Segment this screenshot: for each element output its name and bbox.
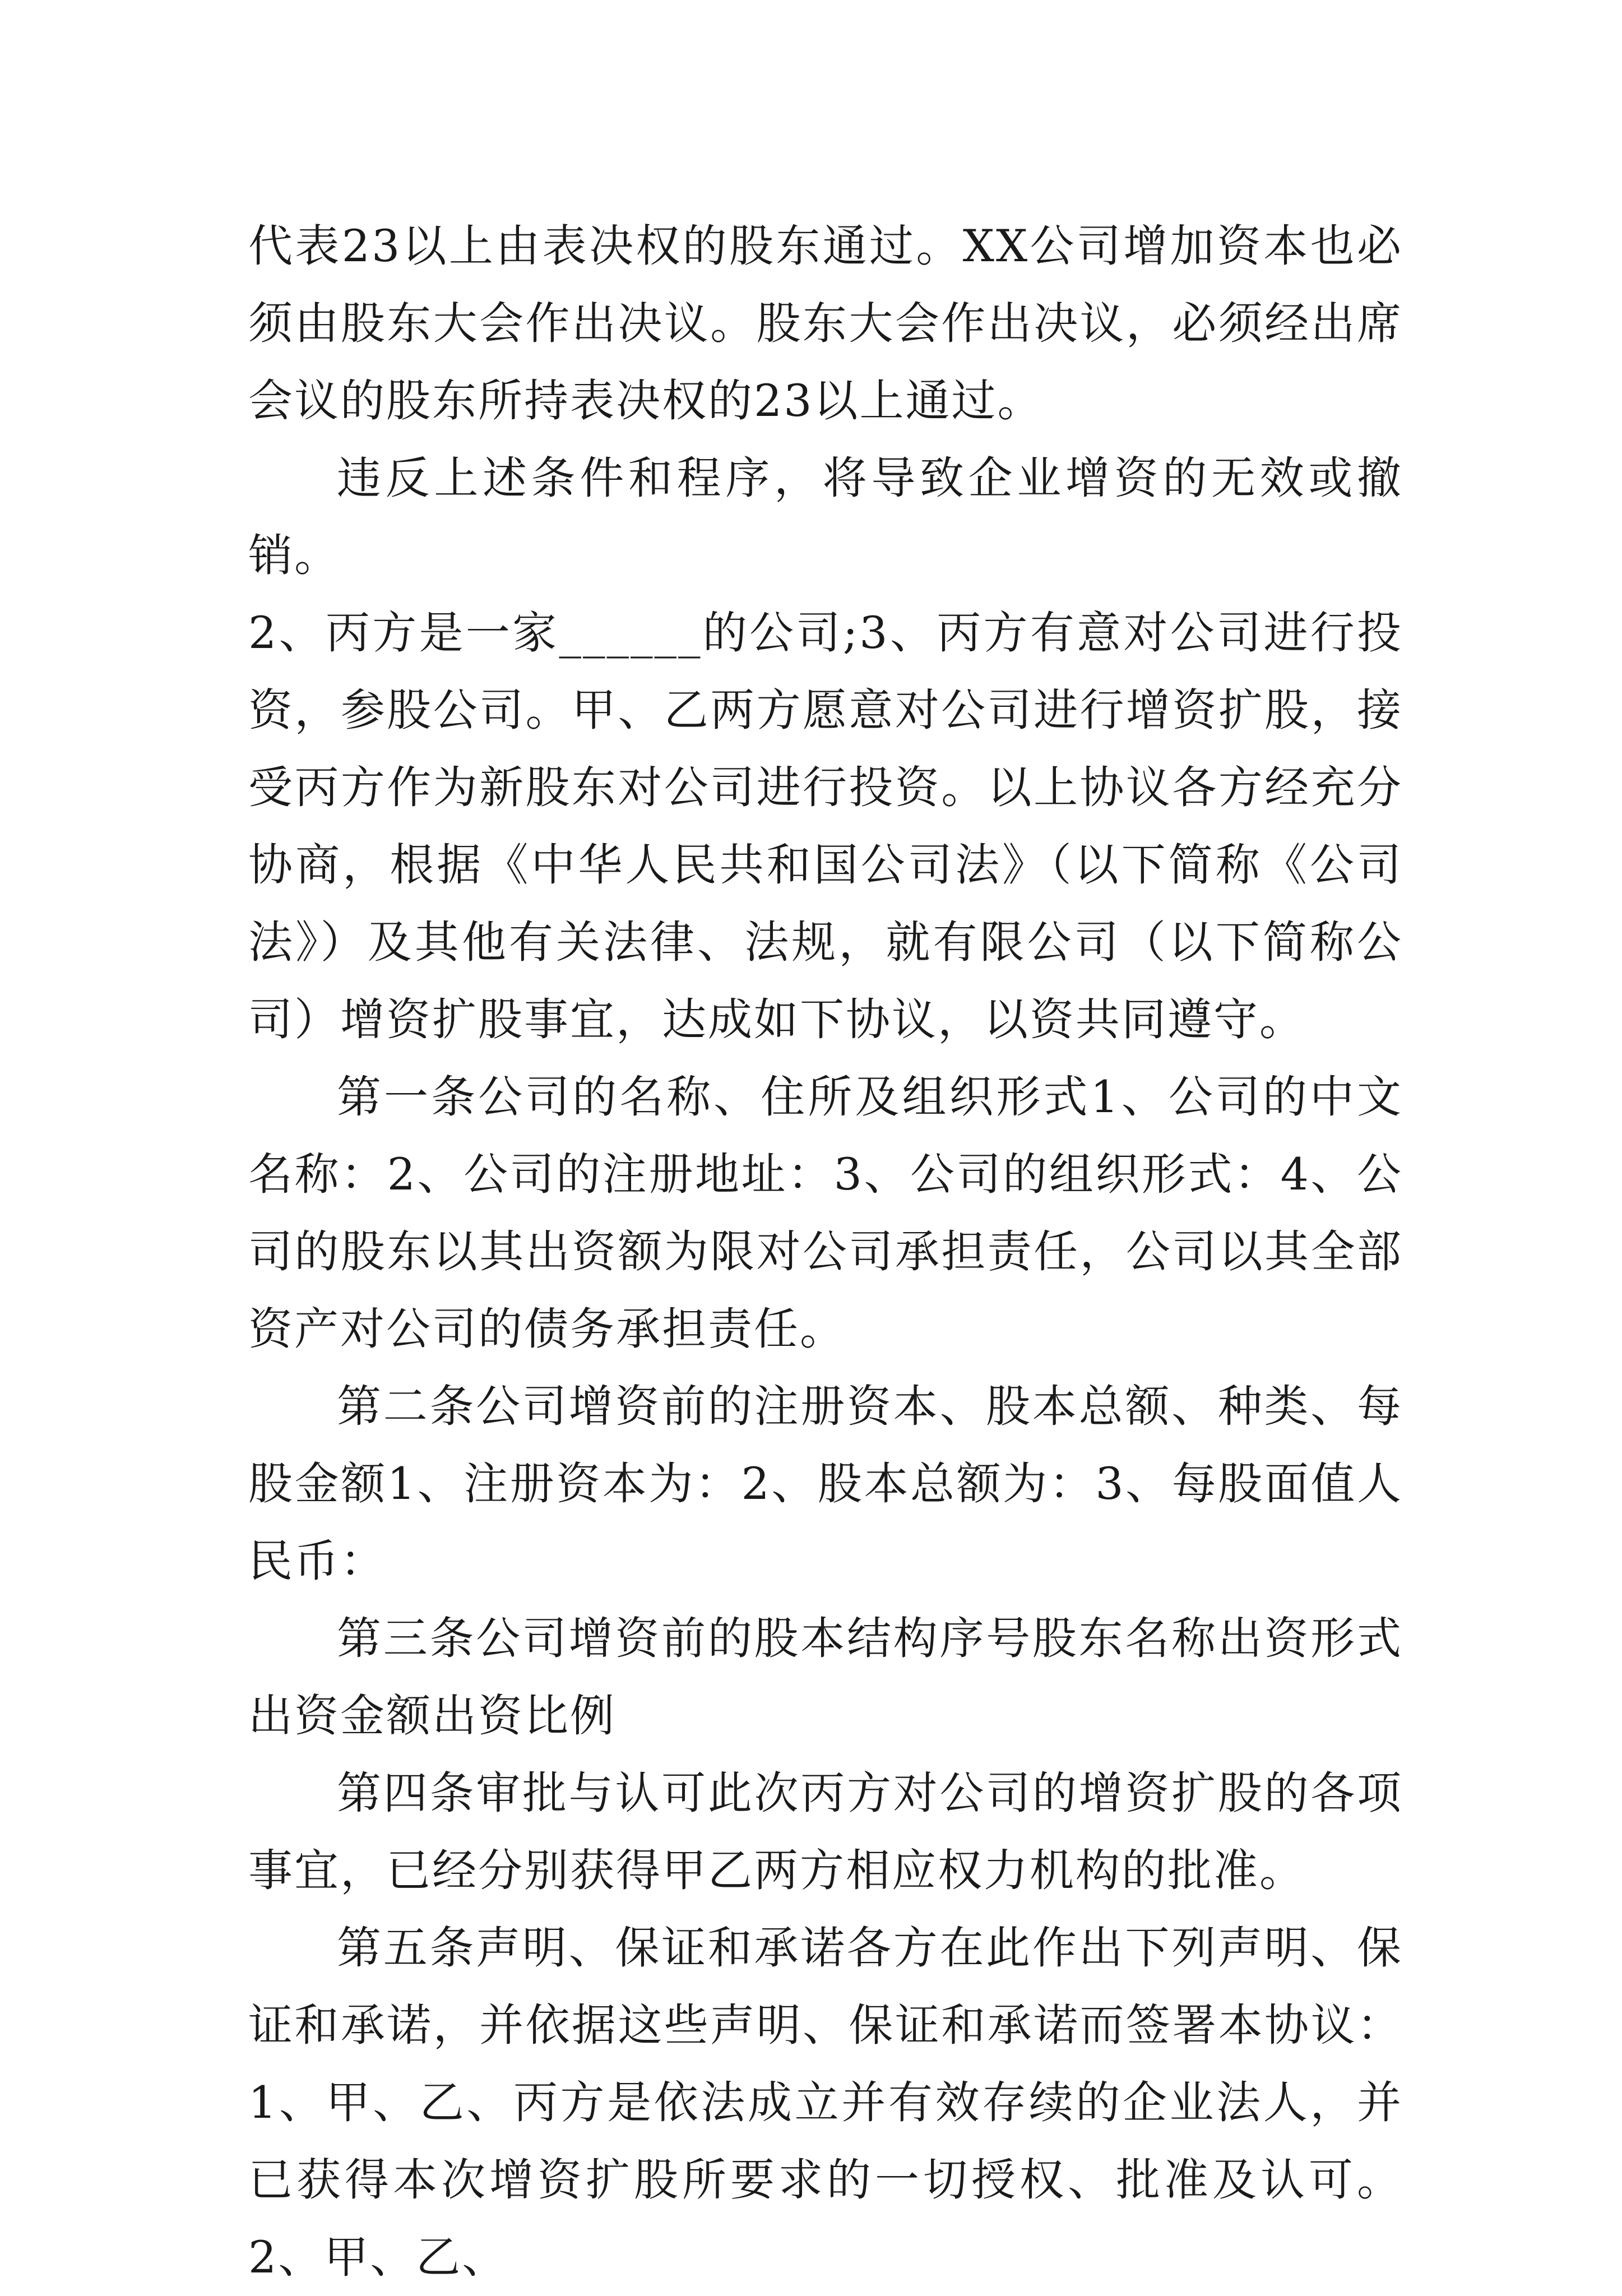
paragraph-article-3: 第三条公司增资前的股本结构序号股东名称出资形式出资金额出资比例	[248, 1613, 1403, 1742]
paragraph-3: 2、丙方是一家______的公司;3、丙方有意对公司进行投资，参股公司。甲、乙两方愿意对公司进行增资扩股，接受丙方作为新股东对公司进行投资。以上协议各方经充分协商，根据《中华人民共和国公司法》（以下简称《公司法》）及其他有关法律、法规，就有限公司（以下简称公司）增资扩股事宜，达成如下协议，以资共同遵守。	[248, 607, 1403, 1045]
paragraph-1: 代表23以上由表决权的股东通过。XX公司增加资本也必须由股东大会作出决议。股东大会作出决议，必须经出席会议的股东所持表决权的23以上通过。	[248, 220, 1403, 427]
paragraph-2: 违反上述条件和程序，将导致企业增资的无效或撤销。	[248, 452, 1403, 581]
paragraph-article-4: 第四条审批与认可此次丙方对公司的增资扩股的各项事宜，已经分别获得甲乙两方相应权力机构的批准。	[248, 1767, 1403, 1896]
document-body	[248, 207, 1403, 2296]
paragraph-article-5: 第五条声明、保证和承诺各方在此作出下列声明、保证和承诺，并依据这些声明、保证和承诺而签署本协议：1、甲、乙、丙方是依法成立并有效存续的企业法人，并已获得本次增资扩股所要求的一切授权、批准及认可。2、甲、乙、	[248, 1922, 1403, 2283]
paragraph-article-2: 第二条公司增资前的注册资本、股本总额、种类、每股金额1、注册资本为：2、股本总额为：3、每股面值人民币：	[248, 1381, 1403, 1587]
paragraph-article-1: 第一条公司的名称、住所及组织形式1、公司的中文名称：2、公司的注册地址：3、公司的组织形式：4、公司的股东以其出资额为限对公司承担责任，公司以其全部资产对公司的债务承担责任。	[248, 1071, 1403, 1355]
